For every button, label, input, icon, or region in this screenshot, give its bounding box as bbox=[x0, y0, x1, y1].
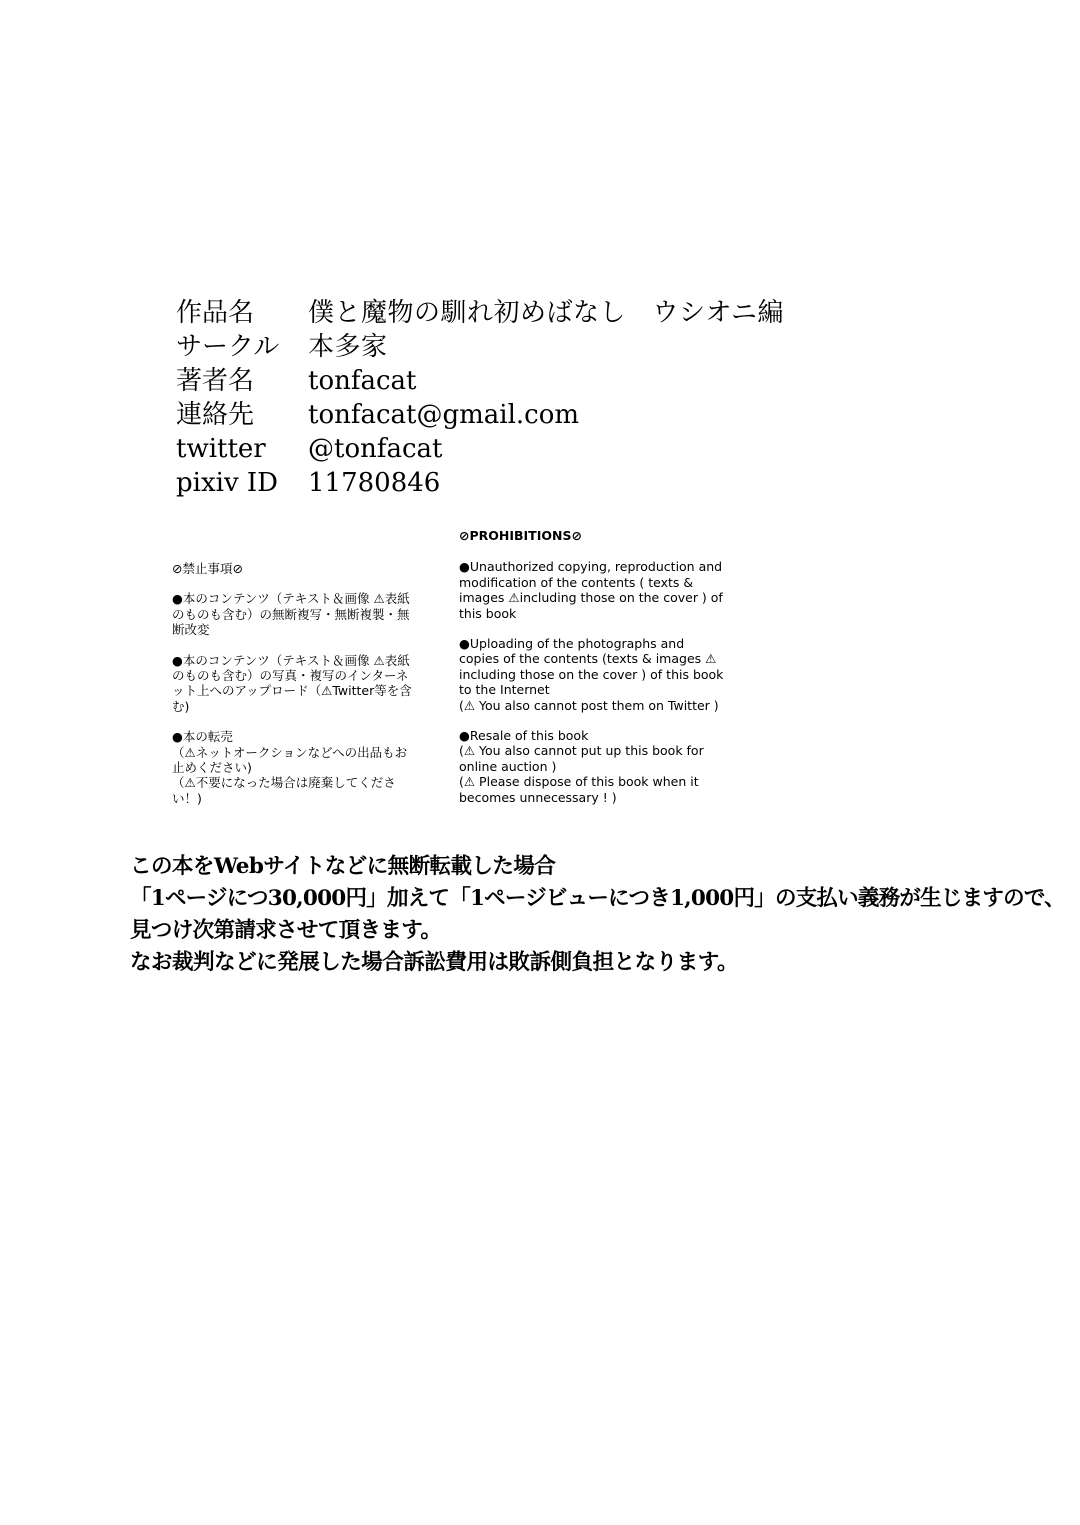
prohibition-item bbox=[172, 591, 417, 637]
colophon-row-contact bbox=[176, 398, 784, 432]
colophon-row-twitter bbox=[176, 432, 784, 466]
prohibitions-heading: ⊘禁止事項⊘ bbox=[172, 561, 243, 576]
colophon-row-circle bbox=[176, 330, 784, 364]
colophon-value: tonfacat bbox=[308, 366, 417, 396]
prohibition-note: (⚠ You also cannot post them on Twitter ) bbox=[459, 697, 719, 713]
prohibition-text: ●本のコンテンツ（テキスト＆画像 ⚠表紙のものも含む）の写真・複写のインターネット上へのアップロード（⚠Twitter等を含む) bbox=[172, 652, 412, 714]
colophon-value: 僕と魔物の馴れ初めばなし ウシオニ編 bbox=[308, 298, 784, 328]
colophon-row-author bbox=[176, 364, 784, 398]
colophon-label: 連絡先 bbox=[176, 400, 255, 430]
colophon-label: サークル bbox=[176, 332, 280, 362]
colophon-label: 著者名 bbox=[176, 366, 255, 396]
prohibition-item bbox=[459, 636, 727, 713]
colophon-value: @tonfacat bbox=[308, 434, 443, 464]
prohibition-text: ●Uploading of the photographs and copies of the contents (texts & images ⚠ including those on the cover ) of this book to the Internet bbox=[459, 636, 724, 698]
prohibitions-notice-english bbox=[459, 528, 727, 820]
prohibitions-notice-japanese bbox=[172, 561, 417, 821]
warning-line: この本をWebサイトなどに無断転載した場合 bbox=[130, 854, 556, 879]
prohibition-text: ●Resale of this book bbox=[459, 728, 589, 744]
prohibition-item bbox=[459, 559, 727, 621]
prohibition-note: （⚠ネットオークションなどへの出品もお止めください) bbox=[172, 744, 408, 776]
colophon-label: 作品名 bbox=[176, 298, 255, 328]
reprint-warning bbox=[130, 851, 1070, 979]
prohibition-item bbox=[172, 729, 417, 806]
prohibition-text: ●本のコンテンツ（テキスト＆画像 ⚠表紙のものも含む）の無断複写・無断複製・無断改変 bbox=[172, 591, 410, 638]
prohibition-item bbox=[172, 653, 417, 715]
prohibition-text: ●Unauthorized copying, reproduction and modification of the contents ( texts & images ⚠including those on the cover ) of this book bbox=[459, 559, 723, 621]
prohibition-note: (⚠ Please dispose of this book when it becomes unnecessary ! ) bbox=[459, 774, 699, 805]
warning-line: 「1ページにつ30,000円」加えて「1ページビューにつき1,000円」の支払い義務が生じますので、 bbox=[130, 886, 1065, 911]
prohibition-text: ●本の転売 bbox=[172, 729, 233, 745]
prohibition-note: (⚠ You also cannot put up this book for online auction ) bbox=[459, 743, 704, 774]
colophon bbox=[176, 296, 784, 500]
colophon-label: pixiv ID bbox=[176, 468, 279, 498]
colophon-row-title bbox=[176, 296, 784, 330]
colophon-label: twitter bbox=[176, 434, 266, 464]
warning-line: なお裁判などに発展した場合訴訟費用は敗訴側負担となります。 bbox=[130, 950, 739, 975]
colophon-value: tonfacat@gmail.com bbox=[308, 400, 580, 430]
prohibition-item bbox=[459, 728, 727, 805]
prohibitions-heading: ⊘PROHIBITIONS⊘ bbox=[459, 528, 582, 543]
prohibition-note: （⚠不要になった場合は廃棄してください！) bbox=[172, 775, 396, 806]
warning-line: 見つけ次第請求させて頂きます。 bbox=[130, 918, 442, 943]
colophon-value: 11780846 bbox=[308, 468, 441, 498]
colophon-value: 本多家 bbox=[308, 332, 388, 362]
colophon-row-pixiv bbox=[176, 466, 784, 500]
